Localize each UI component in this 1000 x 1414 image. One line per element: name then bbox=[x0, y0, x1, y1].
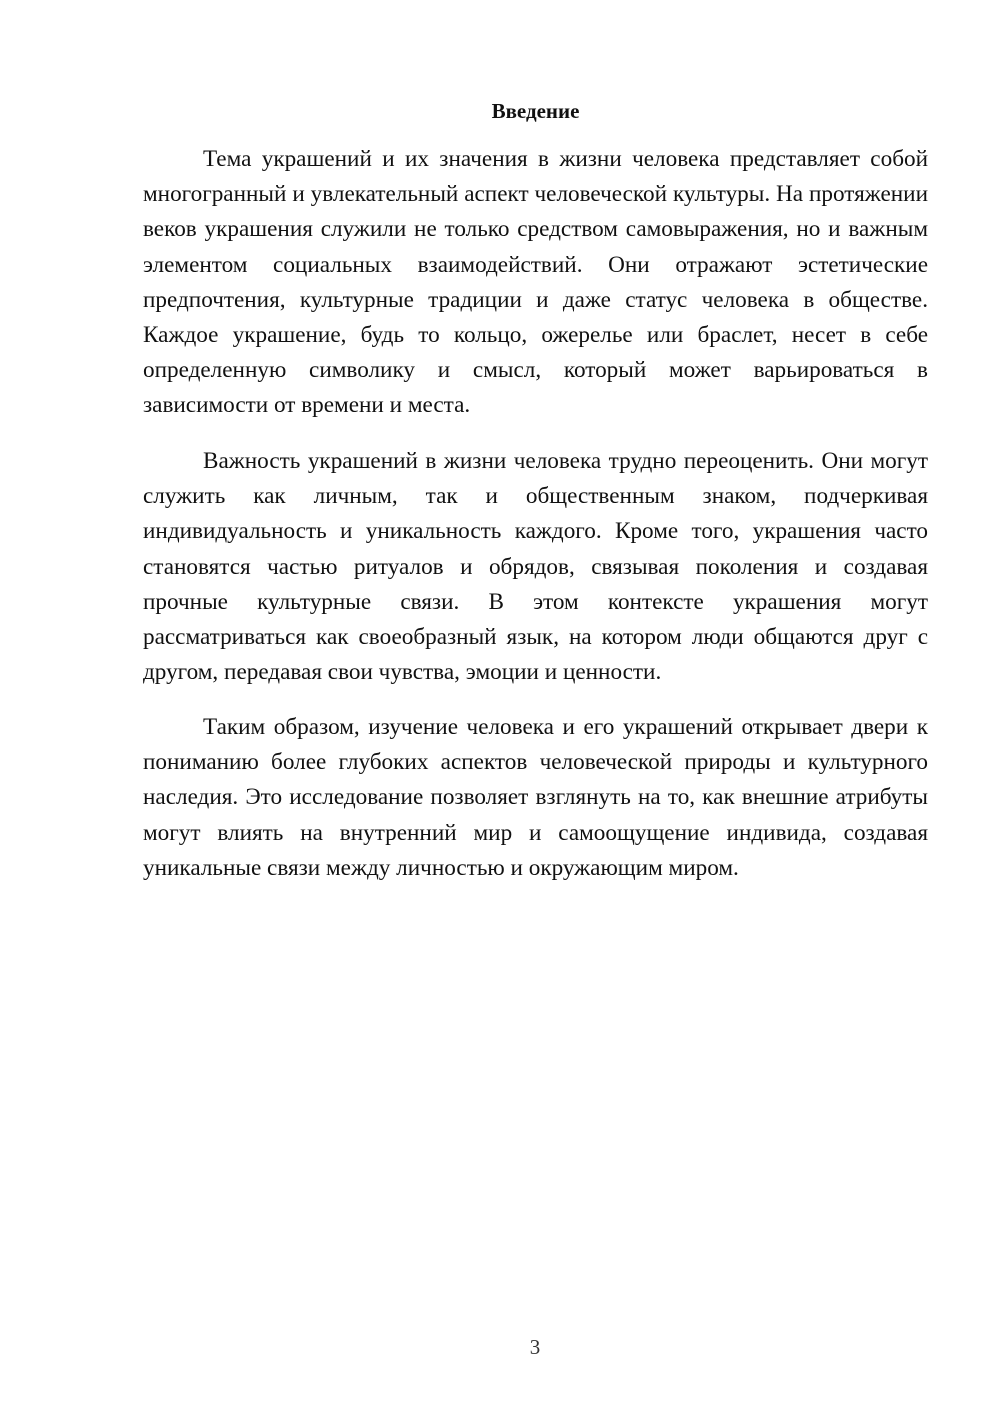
page-number: 3 bbox=[529, 1335, 541, 1359]
paragraph-3: Таким образом, изучение человека и его украшений открывает двери к пониманию более глубоких аспектов человеческой природы и культурного наследия. Это исследование позволяет взглянуть на то, как внешние атрибуты могут влиять на внутренний мир и самоощущение индивида, создавая уникальные связи между личностью и окружающим миром. bbox=[143, 714, 928, 881]
section-title: Введение bbox=[491, 99, 580, 123]
paragraph-1: Тема украшений и их значения в жизни человека представляет собой многогранный и увлекательный аспект человеческой культуры. На протяжении веков украшения служили не только средством самовыражения, но и важным элементом социальных взаимодействий. Они отражают эстетические предпочтения, культурные традиции и даже статус человека в обществе. Каждое украшение, будь то кольцо, ожерелье или браслет, несет в себе определенную символику и смысл, который может варьироваться в зависимости от времени и места. bbox=[143, 146, 928, 419]
paragraph-2: Важность украшений в жизни человека трудно переоценить. Они могут служить как личным, так и общественным знаком, подчеркивая индивидуальность и уникальность каждого. Кроме того, украшения часто становятся частью ритуалов и обрядов, связывая поколения и создавая прочные культурные связи. В этом контексте украшения могут рассматриваться как своеобразный язык, на котором люди общаются друг с другом, передавая свои чувства, эмоции и ценности. bbox=[143, 448, 928, 686]
